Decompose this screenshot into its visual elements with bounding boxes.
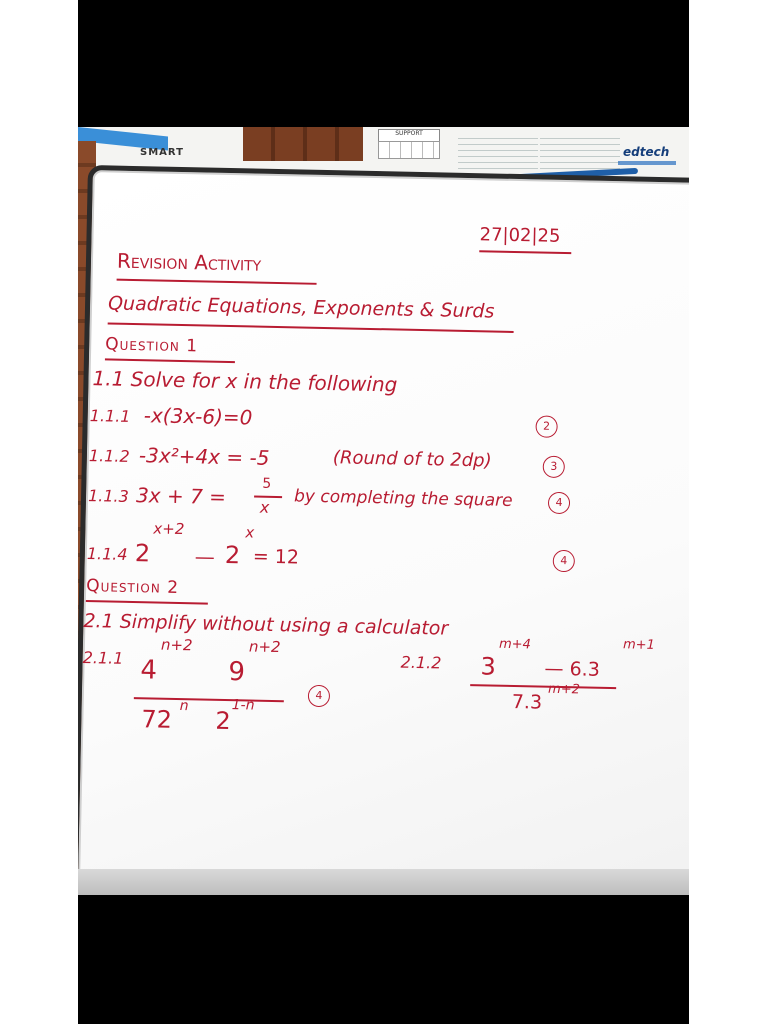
sticker-text-block — [458, 133, 538, 173]
question1-heading: Question 1 — [105, 334, 199, 357]
question1-instruction: 1.1 Solve for x in the following — [92, 366, 398, 397]
equation-rhs: = 12 — [252, 545, 300, 569]
fraction-bar — [470, 684, 616, 689]
exponent: m+1 — [622, 637, 656, 653]
exponent: n — [179, 698, 189, 715]
base: 7.3 — [511, 690, 543, 714]
base: 2 — [224, 540, 241, 570]
minus-term: — 6.3 — [544, 657, 601, 681]
item-number: 2.1.2 — [400, 652, 442, 673]
fraction-denominator: x — [259, 497, 270, 517]
brick-wall-top — [243, 127, 363, 161]
title-underline — [117, 279, 317, 285]
date-underline — [479, 250, 571, 254]
top-letterbox — [78, 0, 689, 127]
whiteboard — [78, 165, 689, 895]
base: 72 — [141, 705, 173, 734]
marker-tray — [78, 869, 689, 895]
item-number: 1.1.3 — [87, 486, 129, 506]
item-number: 1.1.4 — [86, 544, 128, 564]
whiteboard-photo — [78, 127, 689, 895]
minus-sign: — — [194, 544, 216, 569]
marks-badge: 2 — [535, 415, 557, 437]
support-sticker: SUPPORT — [378, 129, 440, 159]
subtitle: Quadratic Equations, Exponents & Surds — [107, 292, 495, 323]
support-sticker-grid — [378, 141, 440, 159]
marks-badge: 3 — [543, 456, 565, 478]
rounding-note: (Round of to 2dp) — [332, 447, 492, 472]
equation: 3x + 7 = — [135, 483, 227, 509]
question1-underline — [105, 358, 235, 363]
date: 27|02|25 — [479, 224, 561, 247]
question2-instruction: 2.1 Simplify without using a calculator — [83, 610, 449, 640]
exponent: x — [245, 523, 255, 542]
marks-badge: 4 — [553, 550, 575, 572]
smart-logo: SMART — [140, 147, 184, 158]
item-number: 1.1.2 — [88, 446, 130, 466]
item-number: 2.1.1 — [82, 647, 124, 668]
title: Revision Activity — [116, 248, 262, 276]
marks-badge: 4 — [548, 492, 570, 514]
equation: -x(3x-6)=0 — [143, 403, 253, 430]
marks-badge: 4 — [308, 685, 330, 707]
question2-underline — [86, 600, 208, 605]
exponent: n+2 — [248, 637, 281, 657]
subtitle-underline — [108, 322, 514, 333]
exponent: 1-n — [231, 697, 255, 714]
base: 2 — [134, 539, 151, 568]
base: 3 — [480, 652, 497, 681]
question2-heading: Question 2 — [85, 576, 180, 598]
edtech-logo-bar — [618, 161, 676, 165]
exponent: n+2 — [160, 635, 193, 655]
exponent: m+2 — [547, 681, 581, 698]
exponent: x+2 — [153, 519, 185, 539]
fraction-numerator: 5 — [262, 475, 272, 492]
fraction-bar — [134, 697, 284, 702]
equation: -3x²+4x = -5 — [138, 443, 270, 470]
base: 2 — [215, 706, 231, 736]
base: 4 — [140, 655, 158, 686]
edtech-logo: edtech — [623, 145, 670, 159]
sticker-text-block — [540, 133, 620, 173]
item-number: 1.1.1 — [89, 406, 131, 426]
method-note: by completing the square — [293, 486, 513, 511]
base: 9 — [228, 657, 246, 688]
bottom-letterbox — [78, 895, 689, 1024]
exponent: m+4 — [498, 636, 532, 653]
